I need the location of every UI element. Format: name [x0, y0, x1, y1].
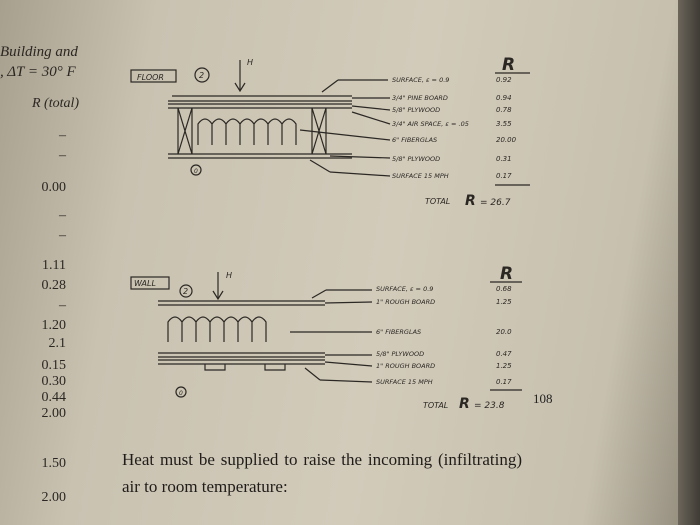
- wall-layer-r-value: 0.47: [496, 350, 512, 358]
- floor-r-heading: R: [502, 55, 516, 75]
- wall-layer-r-value: 0.17: [496, 378, 512, 386]
- floor-layer-name: 3/4" AIR SPACE, ε = .05: [392, 120, 469, 128]
- left-column-heading: R (total): [32, 96, 80, 111]
- left-column-value: 2.1: [48, 336, 66, 351]
- left-column-value: 2.00: [41, 490, 66, 505]
- wall-layer-name: 5/8" PLYWOOD: [376, 350, 425, 358]
- floor-marker-top-label: 2: [199, 71, 205, 80]
- left-column-value: 1.50: [41, 456, 66, 471]
- wall-arrow-label: H: [226, 271, 233, 280]
- floor-label: FLOOR: [137, 73, 164, 82]
- left-column-value: 1.11: [42, 258, 66, 273]
- left-header-line1: Building and: [0, 44, 78, 60]
- floor-layer-name: 3/4" PINE BOARD: [392, 94, 448, 102]
- wall-total-label: TOTAL: [423, 401, 449, 410]
- left-column-value: 0.28: [41, 278, 66, 293]
- wall-layer-name: SURFACE 15 MPH: [376, 378, 433, 386]
- wall-layer-name: 1" ROUGH BOARD: [376, 362, 436, 370]
- wall-marker-top-label: 2: [183, 287, 189, 296]
- left-column-value: 0.30: [41, 374, 66, 389]
- left-column-value: 0.15: [41, 358, 66, 373]
- left-column-value: –: [59, 228, 66, 243]
- left-column-value: 0.00: [41, 180, 66, 195]
- svg-text:R: R: [459, 396, 470, 412]
- wall-layer-name: SURFACE, ε = 0.9: [376, 285, 434, 293]
- body-paragraph: Heat must be supplied to raise the incoming (infiltrating) air to room temperature:: [122, 450, 522, 496]
- floor-layer-r-value: 20.00: [496, 136, 517, 144]
- wall-insulation-squiggle: [168, 317, 266, 342]
- wall-layer-name: 6" FIBERGLAS: [376, 328, 422, 336]
- wall-label: WALL: [134, 279, 156, 288]
- left-column-value: 2.00: [41, 406, 66, 421]
- floor-layer-r-value: 0.94: [496, 94, 512, 102]
- svg-text:R: R: [465, 193, 476, 209]
- left-column-value: –: [59, 128, 66, 143]
- floor-total-value: = 26.7: [480, 198, 511, 208]
- left-column-value: 0.44: [41, 390, 66, 405]
- floor-insulation-squiggle: [198, 119, 296, 145]
- left-header-line2: , ΔT = 30° F: [0, 64, 76, 80]
- wall-layer-r-value: 1.25: [496, 298, 512, 306]
- floor-layer-name: SURFACE 15 MPH: [392, 172, 449, 180]
- floor-marker-bottom-label: 0: [194, 168, 198, 175]
- floor-layer-name: 6" FIBERGLAS: [392, 136, 438, 144]
- floor-layer-r-value: 3.55: [496, 120, 512, 128]
- left-column-value: –: [59, 148, 66, 163]
- wall-layer-r-value: 1.25: [496, 362, 512, 370]
- floor-layer-r-value: 0.31: [496, 155, 512, 163]
- wall-layer-name: 1" ROUGH BOARD: [376, 298, 436, 306]
- floor-layer-name: SURFACE, ε = 0.9: [392, 76, 450, 84]
- page-number: 108: [533, 391, 553, 406]
- wall-layer-r-value: 0.68: [496, 285, 512, 293]
- wall-layer-r-value: 20.0: [496, 328, 512, 336]
- floor-total-label: TOTAL: [425, 197, 451, 206]
- left-column-value: –: [59, 208, 66, 223]
- left-column-value: 1.20: [41, 318, 66, 333]
- left-column-value: –: [59, 298, 66, 313]
- floor-layer-r-value: 0.78: [496, 106, 512, 114]
- wall-marker-bottom-label: 0: [179, 390, 183, 397]
- wall-r-heading: R: [500, 264, 514, 284]
- floor-layer-r-value: 0.17: [496, 172, 512, 180]
- floor-arrow-label: H: [247, 58, 254, 67]
- floor-layer-name: 5/8" PLYWOOD: [392, 155, 441, 163]
- floor-layer-r-value: 0.92: [496, 76, 512, 84]
- floor-layer-name: 5/8" PLYWOOD: [392, 106, 441, 114]
- wall-total-value: = 23.8: [474, 401, 505, 411]
